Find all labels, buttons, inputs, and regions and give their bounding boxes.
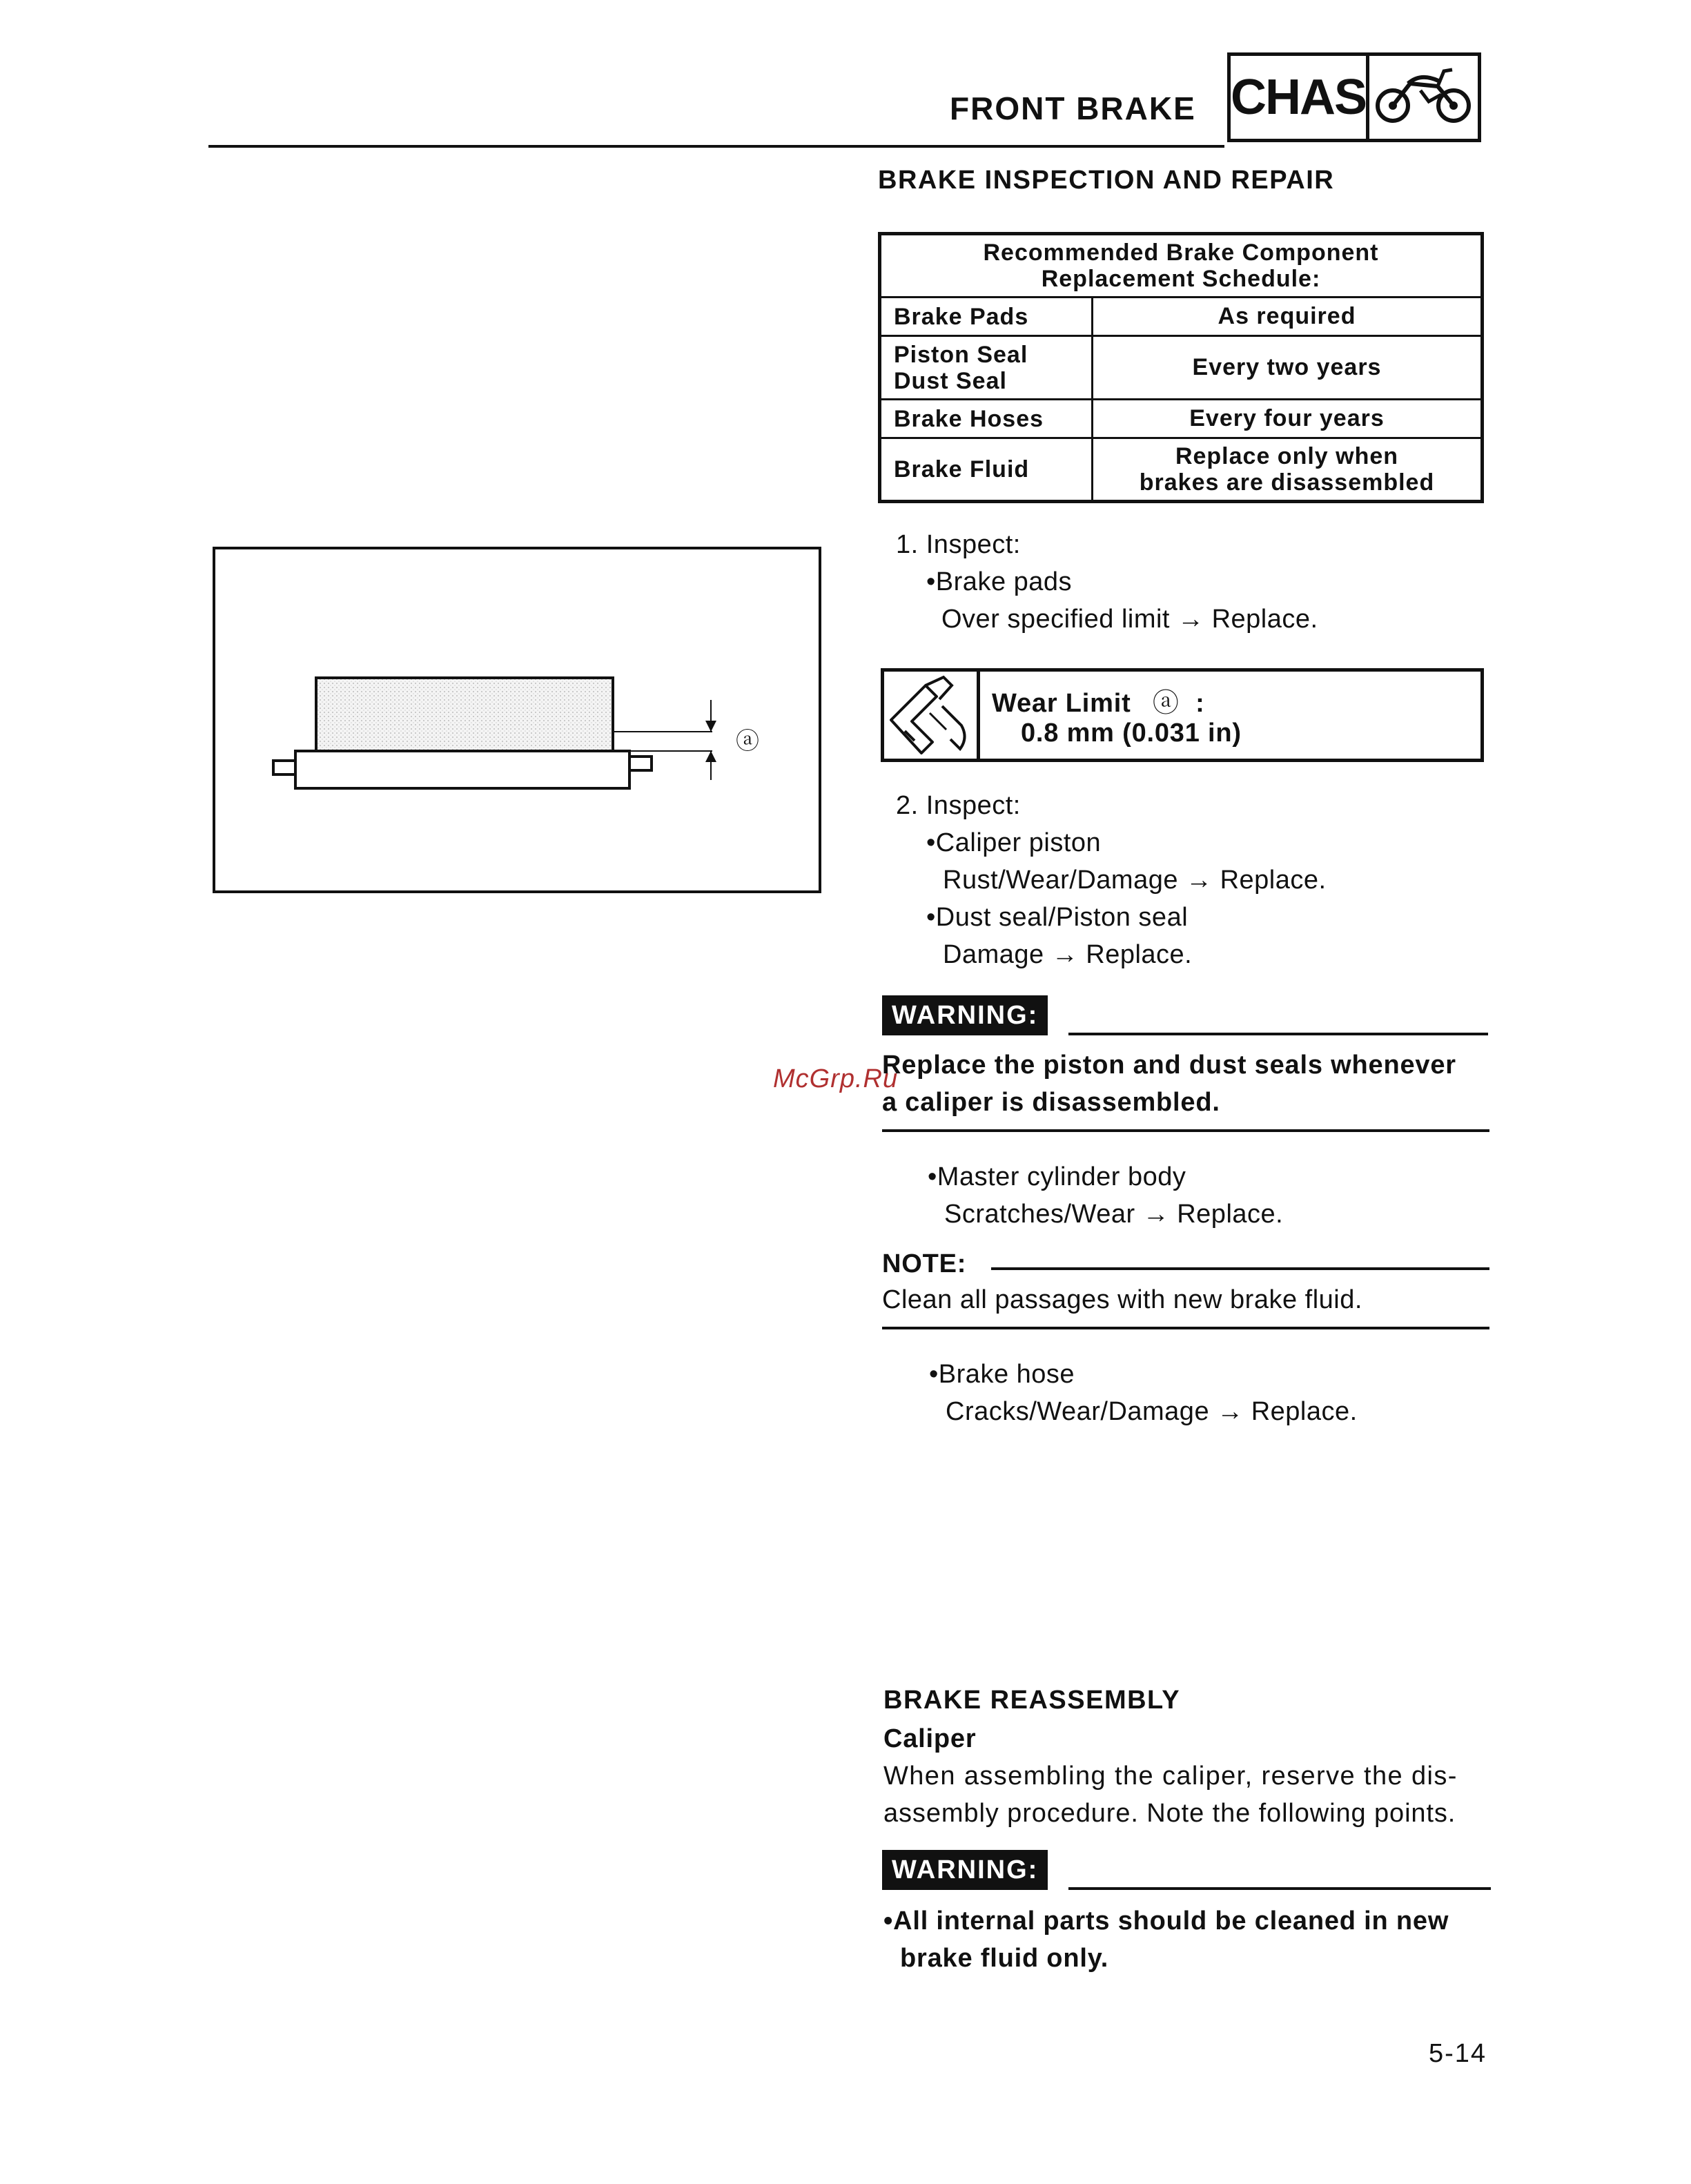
- warning2-text-line1: •All internal parts should be cleaned in new: [883, 1907, 1449, 1936]
- dimension-label: ⓐ: [736, 728, 759, 754]
- table-row: [880, 336, 1483, 400]
- wear-limit-colon: :: [1195, 689, 1205, 718]
- reassembly-subtitle: Caliper: [883, 1724, 977, 1753]
- warning-rule-2: [1068, 1887, 1491, 1890]
- caliper-gauge-icon: [884, 672, 980, 759]
- table-row: [880, 298, 1483, 336]
- warning-text-line2: a caliper is disassembled.: [882, 1088, 1220, 1117]
- wear-limit-value: 0.8 mm (0.031 in): [1021, 719, 1242, 748]
- warning-label-2: WARNING:: [882, 1850, 1048, 1890]
- step2-item2: •Dust seal/Piston seal: [926, 903, 1189, 932]
- step2-item1: •Caliper piston: [926, 828, 1102, 857]
- table-cell: Every four years: [1093, 400, 1483, 438]
- table-cell: As required: [1093, 298, 1483, 336]
- step1-label: 1. Inspect:: [896, 530, 1021, 559]
- step1-item: •Brake pads: [926, 567, 1073, 596]
- page-number: 5-14: [1429, 2039, 1487, 2068]
- motorcycle-icon: [1369, 56, 1478, 139]
- chapter-badge: [1227, 52, 1481, 142]
- note-rule: [991, 1267, 1489, 1270]
- wear-limit-box: [881, 668, 1484, 762]
- warning-rule: [1068, 1033, 1488, 1035]
- reassembly-line2: assembly procedure. Note the following points.: [883, 1799, 1456, 1828]
- note-label: NOTE:: [882, 1249, 967, 1278]
- table-row: [880, 438, 1483, 502]
- note-end-rule: [882, 1327, 1489, 1329]
- warning2-text-line2: brake fluid only.: [900, 1944, 1109, 1973]
- wear-limit-label: Wear Limit: [992, 689, 1131, 718]
- brake-pad-figure: [213, 547, 821, 893]
- watermark: McGrp.Ru: [773, 1064, 899, 1093]
- wear-limit-symbol: ⓐ: [1152, 689, 1180, 718]
- reassembly-line1: When assembling the caliper, reserve the dis-: [883, 1762, 1458, 1791]
- master-item: •Master cylinder body: [928, 1162, 1186, 1191]
- warning-label: WARNING:: [882, 995, 1048, 1035]
- table-row: [880, 234, 1483, 298]
- table-cell: Brake Hoses: [880, 400, 1093, 438]
- warning-end-rule: [882, 1129, 1489, 1132]
- wear-limit-heading: [992, 681, 1205, 719]
- master-action: Scratches/Wear → Replace.: [944, 1200, 1284, 1229]
- inspection-title: BRAKE INSPECTION AND REPAIR: [878, 166, 1335, 195]
- chapter-label: CHAS: [1231, 56, 1369, 139]
- reassembly-title: BRAKE REASSEMBLY: [883, 1686, 1181, 1715]
- table-cell: Brake Fluid: [880, 438, 1093, 502]
- table-cell: Piston Seal Dust Seal: [880, 336, 1093, 400]
- table-cell: Every two years: [1093, 336, 1483, 400]
- hose-action: Cracks/Wear/Damage → Replace.: [946, 1397, 1358, 1426]
- step1-action: Over specified limit → Replace.: [941, 605, 1318, 634]
- note-text: Clean all passages with new brake fluid.: [882, 1285, 1362, 1314]
- step2-action2: Damage → Replace.: [943, 940, 1193, 969]
- hose-item: •Brake hose: [929, 1360, 1075, 1389]
- table-heading: Recommended Brake Component Replacement Schedule:: [880, 234, 1483, 298]
- header-rule: [208, 145, 1224, 148]
- section-title: FRONT BRAKE: [950, 90, 1196, 126]
- step2-action1: Rust/Wear/Damage → Replace.: [943, 866, 1327, 895]
- table-row: [880, 400, 1483, 438]
- step2-label: 2. Inspect:: [896, 791, 1021, 820]
- table-cell: Replace only when brakes are disassembled: [1093, 438, 1483, 502]
- replacement-schedule-table: [878, 232, 1484, 503]
- table-cell: Brake Pads: [880, 298, 1093, 336]
- warning-text-line1: Replace the piston and dust seals whenever: [882, 1051, 1456, 1080]
